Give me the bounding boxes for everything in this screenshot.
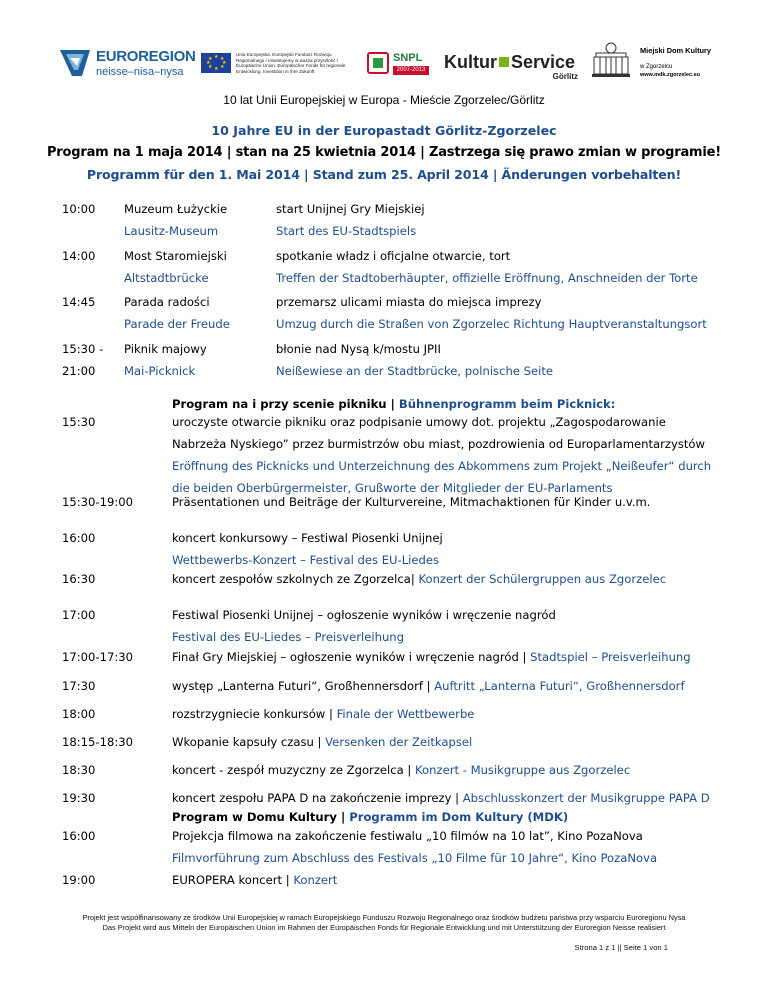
logo-bar: [0, 40, 768, 90]
entry-desc-pl: spotkanie władz i oficjalne otwarcie, tort: [276, 249, 511, 263]
entry-time: 16:00: [62, 829, 96, 843]
item-text-pl: koncert zespołu PAPA D na zakończenie imprezy |: [172, 791, 460, 805]
title-pl: Program na 1 maja 2014 | stan na 25 kwietnia 2014 | Zastrzega się prawo zmian w programie!: [46, 145, 721, 160]
entry-place-pl: Piknik majowy: [124, 342, 207, 356]
item-text-pl: koncert konkursowy – Festiwal Piosenki Unijnej: [172, 531, 443, 545]
mdk-logo: [592, 40, 712, 86]
stage-pl-line: uroczyste otwarcie pikniku oraz podpisanie umowy dot. projektu „Zagospodarowanie: [172, 415, 666, 429]
mdk-city: w Zgorzelcu: [640, 64, 673, 70]
entry-desc-pl: błonie nad Nysą k/mostu JPII: [276, 342, 441, 356]
item-time: 16:30: [62, 572, 96, 586]
kulturservice-b: Service: [511, 52, 576, 72]
item-text-de: Festival des EU-Liedes – Preisverleihung: [172, 630, 405, 644]
title-block: [0, 120, 768, 186]
item-text-pl: EUROPERA koncert |: [172, 873, 290, 887]
footer-de: Das Projekt wird aus Mitteln der Europäischen Union im Rahmen der Europäischen Fonds für Regionale Entwicklung und mit Unterstützung der Euroregion Neisse realisiert: [102, 923, 666, 932]
item-time: 17:00-17:30: [62, 650, 134, 664]
eu-funding-text: Unia Europejska. Europejski Fundusz Rozwoju Regionalnego / Inwestujemy w wasza przyszłość / Europäische Union. Europäischer Fonds für regionale Entwicklung. Investition in Ihre Zukunft: [236, 52, 346, 74]
mdk-heading-pl: Program w Domu Kultury |: [172, 810, 346, 824]
entry-time: 15:30: [62, 415, 96, 429]
item-text-de: Wettbewerbs-Konzert – Festival des EU-Liedes: [172, 553, 440, 567]
item-time: 17:00: [62, 608, 96, 622]
footer-pl: Projekt jest współfinansowany ze środków Unii Europejskiej w ramach Europejskiego Funduszu Rozwoju Regionalnego oraz środków budżetu państwa przy wsparciu Euroregionu Nysa: [82, 913, 686, 922]
item-time: 16:00: [62, 531, 96, 545]
item-text-de: Abschlusskonzert der Musikgruppe PAPA D: [462, 791, 710, 805]
title-de: 10 Jahre EU in der Europastadt Görlitz-Zgorzelec: [211, 123, 557, 138]
entry-time: 15:30 -: [62, 342, 104, 356]
entry-desc-de: Neißewiese an der Stadtbrücke, polnische Seite: [276, 364, 554, 378]
item-text-de: Stadtspiel – Preisverleihung: [530, 650, 691, 664]
entry-time: 10:00: [62, 202, 96, 216]
entry-desc-pl: start Unijnej Gry Miejskiej: [276, 202, 425, 216]
snpl-logo: [367, 50, 431, 80]
euroregion-subtitle: neisse–nisa–nysa: [96, 66, 184, 78]
item-time: 18:15-18:30: [62, 735, 134, 749]
title-de-2: Programm für den 1. Mai 2014 | Stand zum 25. April 2014 | Änderungen vorbehalten!: [86, 167, 682, 182]
item-text-de: Versenken der Zeitkapsel: [325, 735, 473, 749]
mdk-name: Miejski Dom Kultury: [640, 46, 712, 55]
item-time: 19:30: [62, 791, 96, 805]
footer: [0, 913, 768, 933]
stage-heading: Program na i przy scenie pikniku | Bühnenprogramm beim Picknick:: [172, 397, 616, 411]
entry-desc-de: Start des EU-Stadtspiels: [276, 224, 417, 238]
entry-time: 14:00: [62, 249, 96, 263]
headline: 10 lat Unii Europejskiej w Europa - Mieście Zgorzelec/Görlitz: [223, 93, 545, 107]
item-text-pl: występ „Lanterna Futuri“, Großhennersdorf |: [172, 679, 431, 693]
entry-place-pl: Muzeum Łużyckie: [124, 202, 228, 216]
entry-time: 14:45: [62, 295, 96, 309]
mdk-heading-de: Programm im Dom Kultury (MDK): [349, 810, 569, 824]
entry-place-de: Mai-Picknick: [124, 364, 196, 378]
entry-place-pl: Parada radości: [124, 295, 210, 309]
kulturservice-logo: [444, 52, 584, 86]
euroregion-logo: [58, 46, 218, 82]
stage-de-line: die beiden Oberbürgermeister, Grußworte der Mitglieder der EU-Parlaments: [172, 481, 613, 495]
item-text-pl: Finał Gry Miejskiej – ogłoszenie wyników i wręczenie nagród |: [172, 650, 527, 664]
item-text-de: Konzert: [293, 873, 338, 887]
item-text: Präsentationen und Beiträge der Kulturvereine, Mitmachaktionen für Kinder u.v.m.: [172, 495, 651, 509]
snpl-icon: [367, 52, 389, 74]
stage-pl-line: Nabrzeża Nyskiego” przez burmistrzów obu miast, pozdrowienia od Europarlamentarzystów: [172, 437, 706, 451]
item-text-de: Konzert - Musikgruppe aus Zgorzelec: [415, 763, 631, 777]
item-time: 19:00: [62, 873, 96, 887]
item-text-pl: Festiwal Piosenki Unijnej – ogłoszenie wyników i wręczenie nagród: [172, 608, 556, 622]
item-time: 18:30: [62, 763, 96, 777]
item-time: 17:30: [62, 679, 96, 693]
eu-flag-icon: ★ ★ ★ ★ ★ ★ ★ ★: [201, 53, 231, 73]
stage-heading-de: Bühnenprogramm beim Picknick:: [398, 397, 616, 411]
item-text-de: Konzert der Schülergruppen aus Zgorzelec: [418, 572, 667, 586]
item-text-pl: rozstrzygniecie konkursów |: [172, 707, 333, 721]
entry-place-de: Parade der Freude: [124, 317, 230, 331]
entry-desc-pl: przemarsz ulicami miasta do miejsca imprezy: [276, 295, 542, 309]
item-text-de: Auftritt „Lanterna Futuri“, Großhennersdorf: [434, 679, 685, 693]
item-text-pl: koncert - zespół muzyczny ze Zgorzelca |: [172, 763, 412, 777]
mdk-de: Filmvorführung zum Abschluss des Festivals „10 Filme für 10 Jahre“, Kino PozaNova: [172, 851, 658, 865]
item-time: 15:30-19:00: [62, 495, 134, 509]
item-text-pl: Wkopanie kapsuły czasu |: [172, 735, 322, 749]
entry-desc-de: Umzug durch die Straßen von Zgorzelec Richtung Hauptveranstaltungsort: [276, 317, 707, 331]
euroregion-mark-icon: [58, 46, 92, 80]
stage-heading-pl: Program na i przy scenie pikniku: [172, 397, 387, 411]
snpl-years: 2007-2013: [393, 66, 429, 75]
entry-place-pl: Most Staromiejski: [124, 249, 227, 263]
kulturservice-city: Görlitz: [552, 72, 578, 81]
stage-de-line: Eröffnung des Picknicks und Unterzeichnung des Abkommens zum Projekt „Neißeufer“ durch: [172, 459, 712, 473]
entry-desc-de: Treffen der Stadtoberhäupter, offizielle Eröffnung, Anschneiden der Torte: [276, 271, 698, 285]
euroregion-title: EUROREGION: [96, 48, 196, 65]
entry-place-de: Lausitz-Museum: [124, 224, 219, 238]
item-text-de: Finale der Wettbewerbe: [336, 707, 475, 721]
kulturservice-a: Kultur: [444, 52, 497, 72]
building-icon: [592, 42, 630, 78]
mdk-url: www.mdk.zgorzelec.eu: [640, 72, 701, 78]
kulturservice-square-icon: [499, 57, 509, 67]
item-time: 18:00: [62, 707, 96, 721]
mdk-pl: Projekcja filmowa na zakończenie festiwalu „10 filmów na 10 lat”, Kino PozaNova: [172, 829, 643, 843]
entry-place-de: Altstadtbrücke: [124, 271, 209, 285]
entry-time-end: 21:00: [62, 364, 96, 378]
page-number: Strona 1 z 1 || Seite 1 von 1: [574, 943, 668, 952]
snpl-name: SNPL: [393, 52, 423, 64]
item-text-pl: koncert zespołów szkolnych ze Zgorzelca|: [172, 572, 415, 586]
